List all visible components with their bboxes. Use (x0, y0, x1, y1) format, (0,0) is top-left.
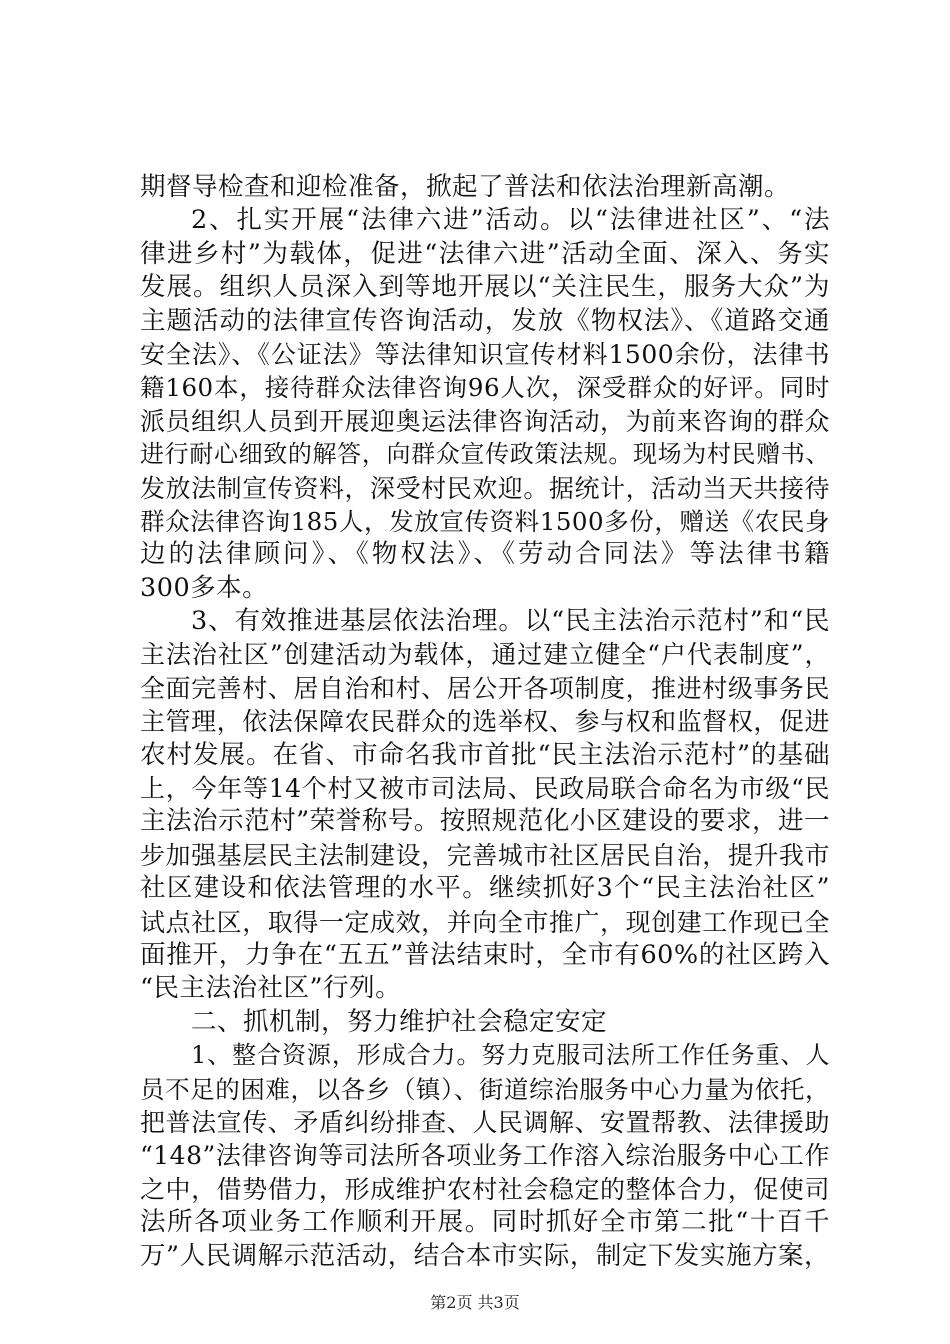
text-line: “民主法治社区”行列。 (140, 973, 402, 1004)
text-line: 群众法律咨询185人，发放宣传资料1500多份，赠送《农民身 (140, 506, 830, 536)
text-line: 法所各项业务工作顺利开展。同时抓好全市第二批“十百千 (140, 1207, 830, 1238)
text-line: 派员组织人员到开展迎奥运法律咨询活动，为前来咨询的群众 (140, 406, 830, 436)
text-line: 2、扎实开展“法律六进”活动。以“法律进社区”、“法 (191, 205, 830, 236)
text-line: 员不足的困难，以各乡（镇）、街道综治服务中心力量为依托， (140, 1074, 830, 1104)
text-line: 期督导检查和迎检准备，掀起了普法和依法治理新高潮。 (140, 172, 791, 202)
page-footer: 第2页 共3页 (430, 1293, 520, 1312)
text-line: 面推开，力争在“五五”普法结束时，全市有60%的社区跨入 (140, 939, 830, 970)
text-line: 试点社区，取得一定成效，并向全市推广，现创建工作现已全 (140, 907, 830, 937)
text-line: 把普法宣传、矛盾纠纷排查、人民调解、安置帮教、法律援助 (140, 1107, 830, 1137)
text-line: 万”人民调解示范活动，结合本市实际，制定下发实施方案， (140, 1240, 830, 1271)
text-line: 300多本。 (140, 572, 269, 603)
text-line: 安全法》、《公证法》等法律知识宣传材料1500余份，法律书 (140, 339, 830, 369)
text-line: 边的法律顾问》、《物权法》、《劳动合同法》等法律书籍 (140, 539, 830, 570)
text-line: 籍160本，接待群众法律咨询96人次，深受群众的好评。同时 (140, 373, 830, 403)
text-line: 社区建设和依法管理的水平。继续抓好3个“民主法治社区” (140, 873, 830, 904)
text-line: “148”法律咨询等司法所各项业务工作溶入综治服务中心工作 (140, 1141, 830, 1171)
text-line: 发展。组织人员深入到等地开展以“关注民生，服务大众”为 (140, 272, 830, 303)
text-line: 主法治社区”创建活动为载体，通过建立健全“户代表制度”， (140, 640, 830, 670)
text-line: 之中，借势借力，形成维护农村社会稳定的整体合力，促使司 (140, 1174, 830, 1204)
text-line: 二、抓机制，努力维护社会稳定安定 (191, 1006, 608, 1037)
text-line: 主法治示范村”荣誉称号。按照规范化小区建设的要求，进一 (140, 806, 830, 837)
text-line: 全面完善村、居自治和村、居公开各项制度，推进村级事务民 (140, 673, 830, 703)
text-line: 1、整合资源，形成合力。努力克服司法所工作任务重、人 (191, 1041, 830, 1070)
text-line: 发放法制宣传资料，深受村民欢迎。据统计，活动当天共接待 (140, 473, 830, 503)
text-line: 主管理，依法保障农民群众的选举权、参与权和监督权，促进 (140, 707, 830, 737)
text-line: 3、有效推进基层依法治理。以“民主法治示范村”和“民 (191, 606, 830, 637)
text-line: 进行耐心细致的解答，向群众宣传政策法规。现场为村民赠书、 (140, 440, 830, 469)
document-body (140, 171, 830, 1273)
text-line: 农村发展。在省、市命名我市首批“民主法治示范村”的基础 (140, 739, 830, 770)
text-line: 步加强基层民主法制建设，完善城市社区居民自治，提升我市 (140, 840, 830, 870)
text-line: 主题活动的法律宣传咨询活动，发放《物权法》、《道路交通 (140, 305, 830, 336)
text-line: 律进乡村”为载体，促进“法律六进”活动全面、深入、务实 (140, 238, 830, 269)
text-line: 上，今年等14个村又被市司法局、民政局联合命名为市级“民 (140, 774, 830, 804)
